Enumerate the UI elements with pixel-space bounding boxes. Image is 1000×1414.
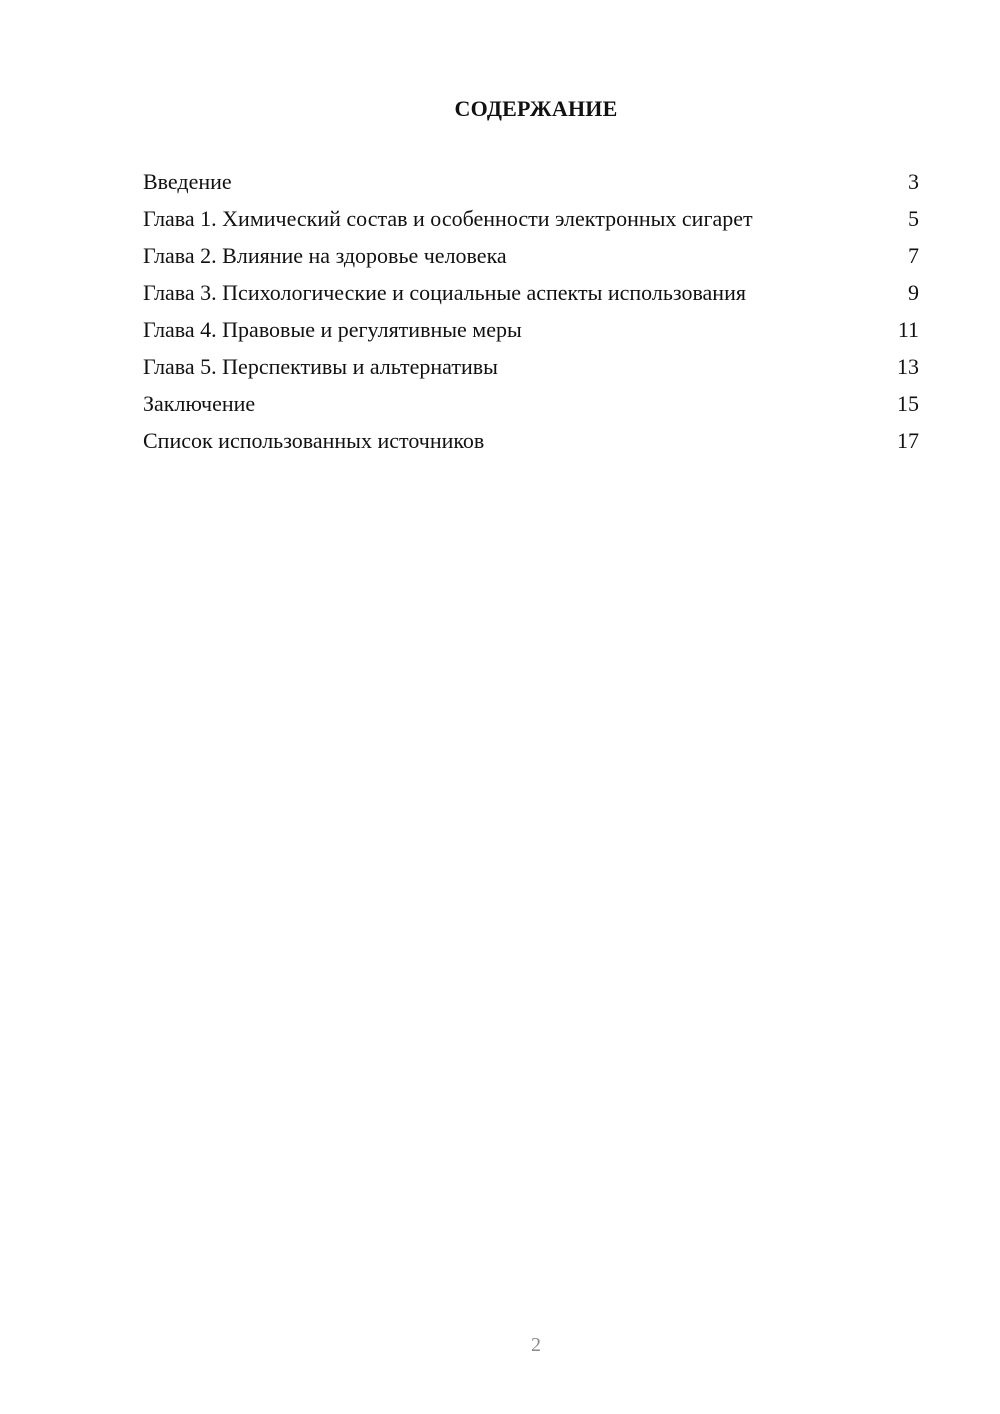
toc-entry-label: Список использованных источников	[143, 428, 485, 453]
toc-entry-page: 15	[897, 391, 919, 416]
toc-entry-label: Глава 2. Влияние на здоровье человека	[143, 243, 507, 268]
toc-entry-label: Глава 1. Химический состав и особенности электронных сигарет	[143, 206, 753, 231]
toc-entry-label: Введение	[143, 169, 232, 194]
table-of-contents	[143, 169, 919, 465]
toc-entry-chapter-2	[143, 243, 919, 269]
toc-entry-chapter-4	[143, 317, 919, 343]
toc-entry-chapter-5	[143, 354, 919, 380]
toc-entry-introduction	[143, 169, 919, 195]
toc-entry-label: Глава 4. Правовые и регулятивные меры	[143, 317, 522, 342]
toc-entry-page: 17	[897, 428, 919, 453]
toc-entry-page: 7	[908, 243, 919, 268]
toc-entry-references	[143, 428, 919, 454]
toc-entry-page: 5	[908, 206, 919, 231]
toc-entry-chapter-3	[143, 280, 919, 306]
toc-entry-page: 11	[897, 317, 919, 342]
toc-entry-label: Заключение	[143, 391, 256, 416]
page-title: СОДЕРЖАНИЕ	[454, 96, 618, 121]
toc-entry-chapter-1	[143, 206, 919, 232]
toc-entry-label: Глава 3. Психологические и социальные аспекты использования	[143, 280, 746, 305]
toc-entry-conclusion	[143, 391, 919, 417]
toc-entry-page: 13	[897, 354, 919, 379]
toc-entry-page: 3	[908, 169, 919, 194]
page-number: 2	[531, 1334, 541, 1356]
toc-entry-label: Глава 5. Перспективы и альтернативы	[143, 354, 498, 379]
toc-entry-page: 9	[908, 280, 919, 305]
